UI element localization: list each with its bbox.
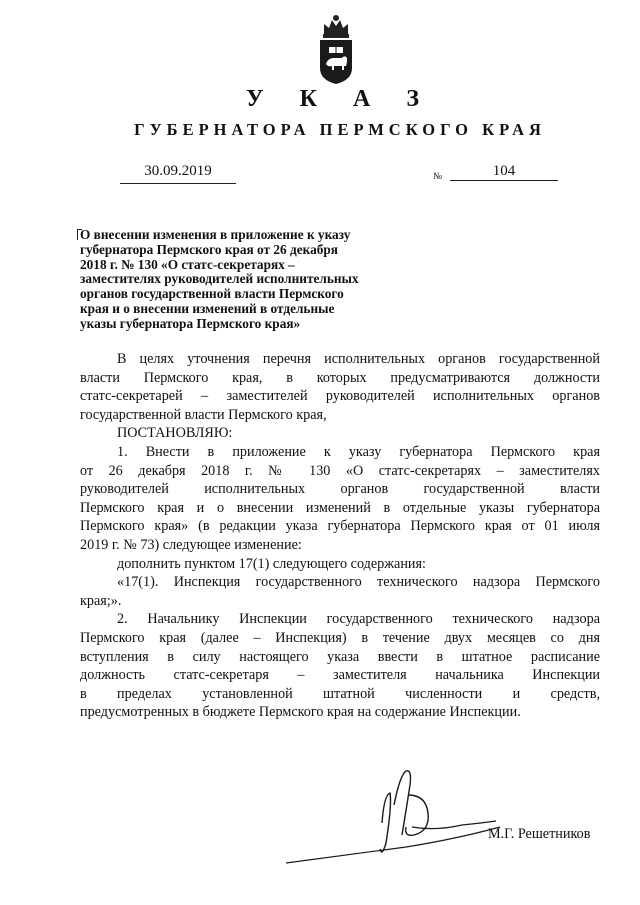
body-line: ПОСТАНОВЛЯЮ: [117,425,233,442]
number-underline [450,180,558,181]
date-underline [120,183,236,184]
subject-line: указы губернатора Пермского края» [80,315,301,331]
coat-of-arms-icon [316,14,356,86]
body-line: «17(1). Инспекция государственного технического надзора Пермского [117,574,600,591]
subject-line: 2018 г. № 130 «О статс-секретарях – [80,256,295,272]
body-line: от 26 декабря 2018 г. № 130 «О статс-секретарях – заместителях [80,462,600,479]
subject-line: губернатора Пермского края от 26 декабря [80,241,338,257]
body-line: Пермского края» (в редакции указа губернатора Пермского края от 01 июля [80,518,600,535]
document-number: 104 [492,163,516,179]
signer-name: М.Г. Решетников [488,826,591,842]
document-date: 30.09.2019 [144,163,212,179]
body-line: края;». [80,592,122,609]
document-subject [80,228,400,332]
body-line: в пределах установленной штатной численности и средств, [80,685,600,702]
body-line: 1. Внести в приложение к указу губернатора Пермского края [117,443,600,460]
issuer-title: ГУБЕРНАТОРА ПЕРМСКОГО КРАЯ [134,120,546,139]
body-line: государственной власти Пермского края, [80,406,327,423]
body-line: вступления в силу настоящего указа ввести в штатное расписание [80,648,600,665]
document-body [80,350,600,722]
body-line: статс-секретарей – заместителей руководителей исполнительных органов [80,388,600,405]
body-line: руководителей исполнительных органов государственной власти [80,481,600,498]
subject-line: заместителях руководителей исполнительных [80,271,359,287]
number-sign: № [433,172,443,182]
body-line: дополнить пунктом 17(1) следующего содержания: [117,555,426,572]
body-line: 2. Начальнику Инспекции государственного технического надзора [117,611,600,628]
body-line: Пермского края и о внесении изменений в отдельные указы губернатора [80,499,600,516]
body-line: Пермского края (далее – Инспекция) в течение двух месяцев со дня [80,629,600,646]
body-line: власти Пермского края, в которых предусматриваются должности [80,369,600,386]
subject-line: О внесении изменения в приложение к указу [80,227,351,242]
subject-line: органов государственной власти Пермского [80,286,344,302]
subject-line: края и о внесении изменений в отдельные [80,300,335,316]
handwritten-signature [286,765,536,875]
document-type-title: У К А З [245,86,434,112]
body-line: должность статс-секретаря – заместителя начальника Инспекции [80,667,600,684]
body-line: 2019 г. № 73) следующее изменение: [80,536,302,553]
body-line: предусмотренных в бюджете Пермского края на содержание Инспекции. [80,704,521,721]
body-line: В целях уточнения перечня исполнительных органов государственной [117,351,600,367]
